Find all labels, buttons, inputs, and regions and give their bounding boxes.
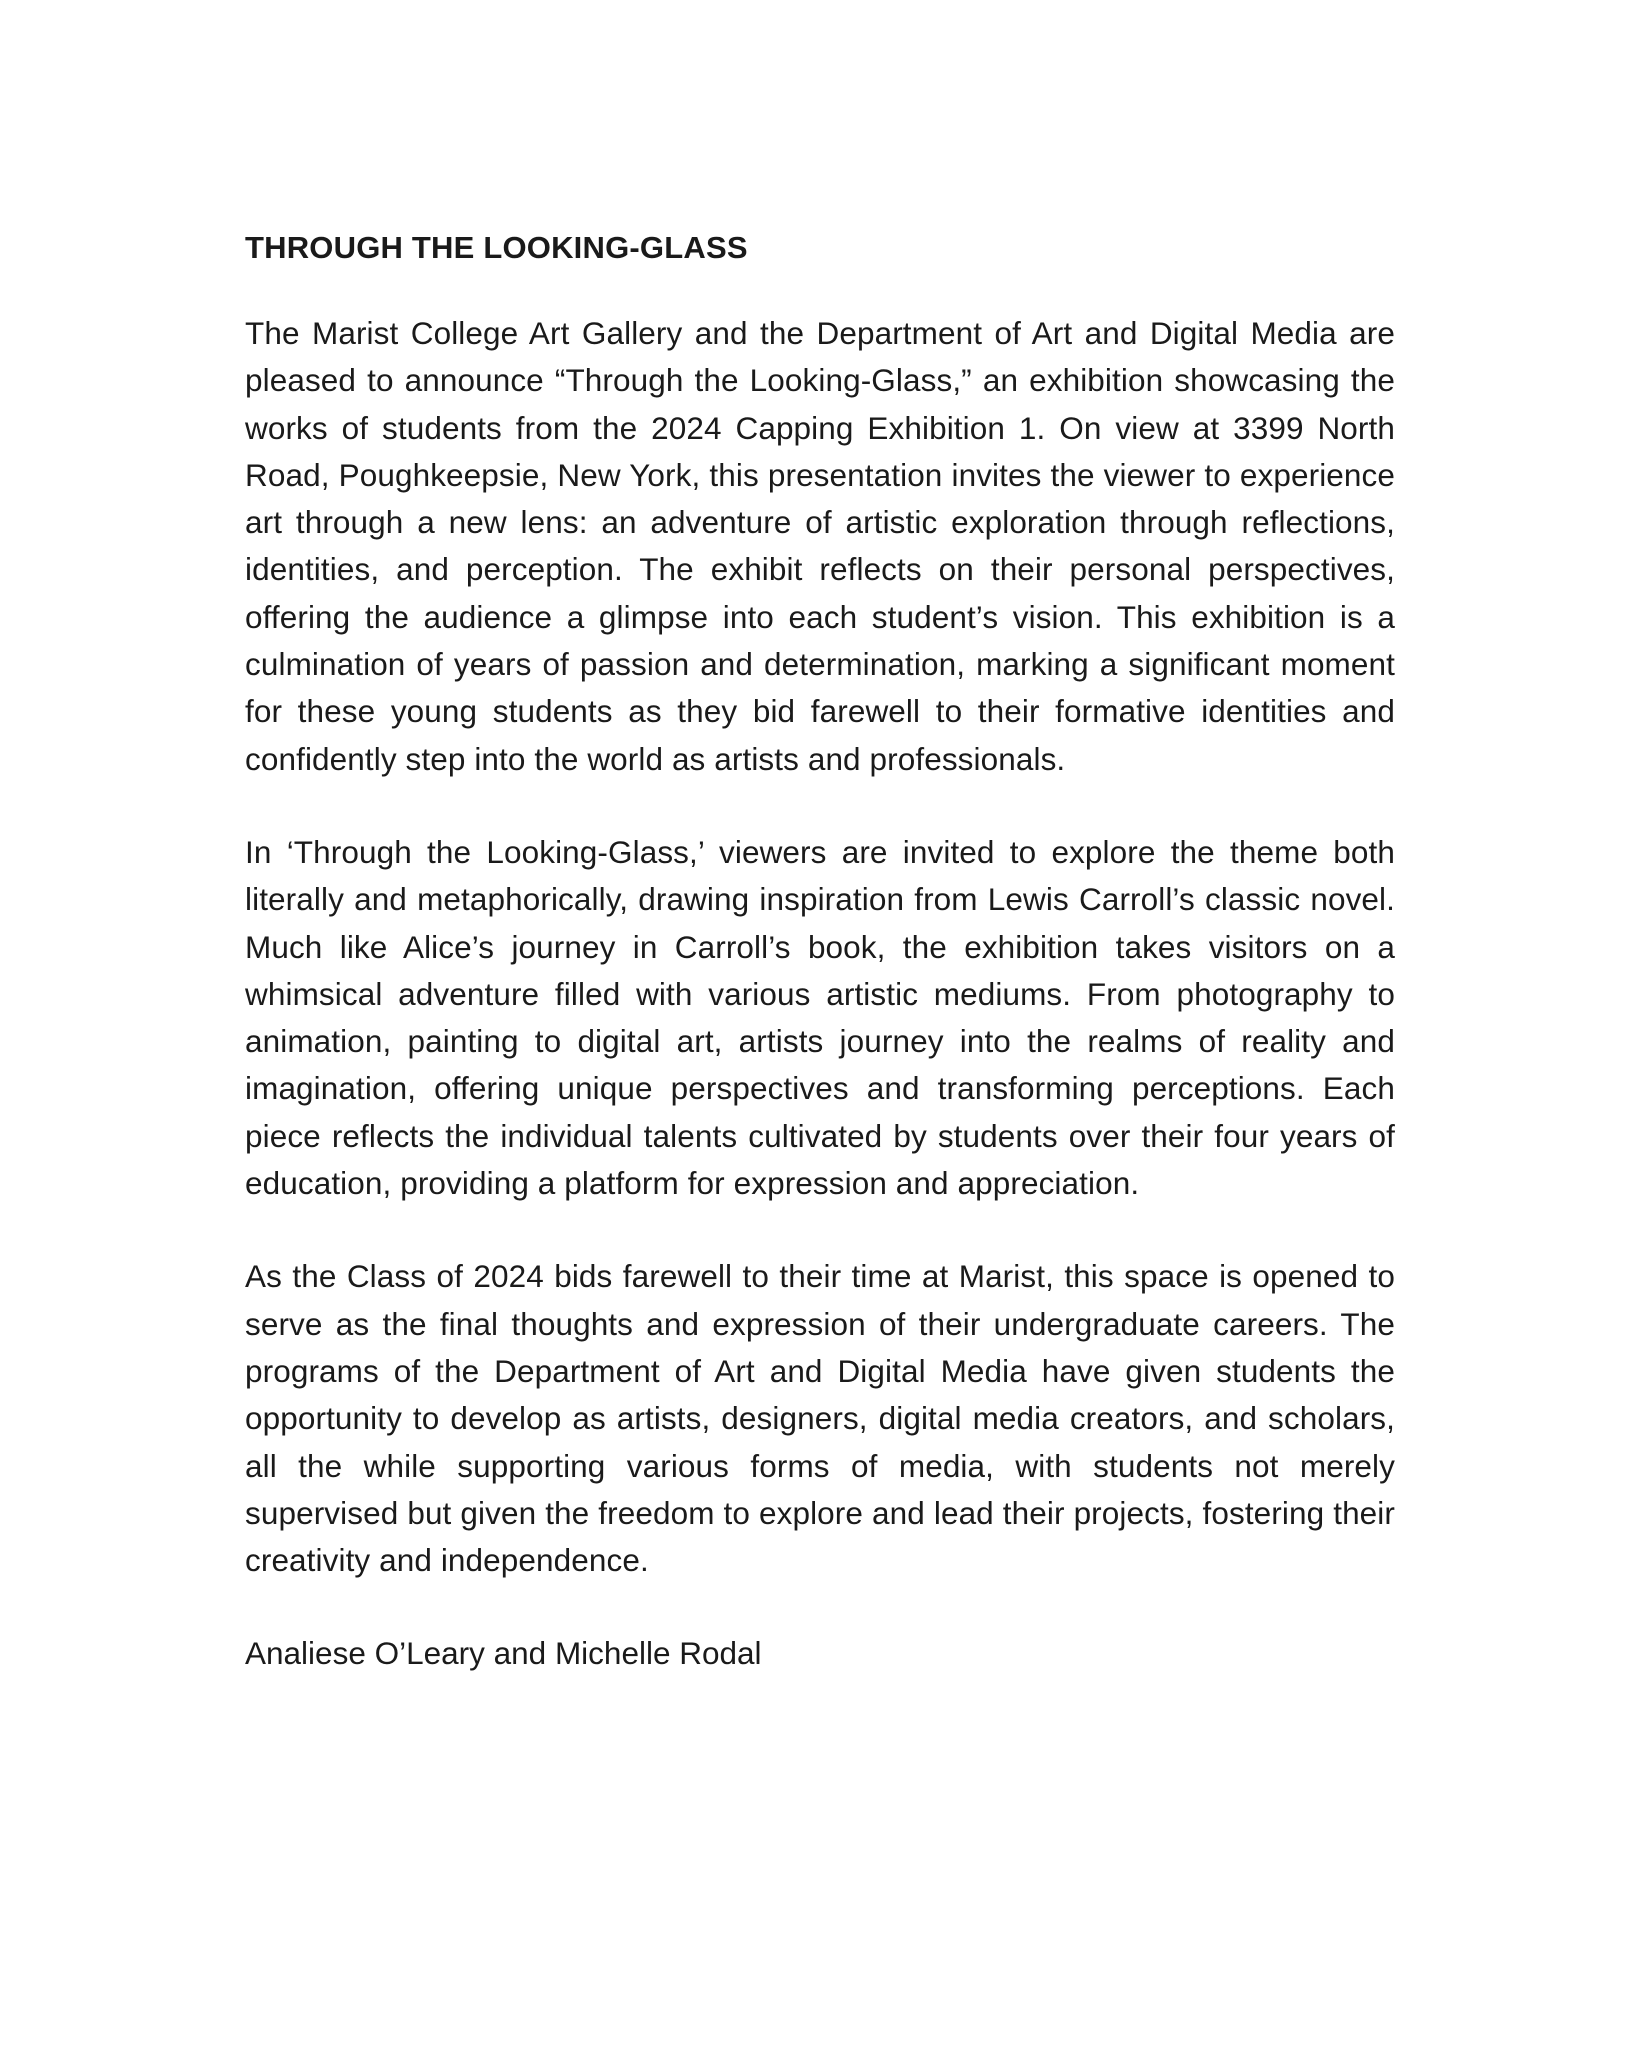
- paragraph-class-of-2024: As the Class of 2024 bids farewell to their time at Marist, this space is opened to serve as the final thoughts and expression of their undergraduate careers. The programs of the Department of Art and Digital Media have given students the opportunity to develop as artists, designers, digital media creators, and scholars, all the while supporting various forms of media, with students not merely supervised but given the freedom to explore and lead their projects, fostering their creativity and independence.: [245, 1258, 1395, 1579]
- document-body: [245, 228, 1395, 1678]
- paragraph-theme: In ‘Through the Looking-Glass,’ viewers are invited to explore the theme both literally and metaphorically, drawing inspiration from Lewis Carroll’s classic novel. Much like Alice’s journey in Carroll’s book, the exhibition takes visitors on a whimsical adventure filled with various artistic mediums. From photography to animation, painting to digital art, artists journey into the realms of reality and imagination, offering unique perspectives and transforming perceptions. Each piece reflects the individual talents cultivated by students over their four years of education, providing a platform for expression and appreciation.: [245, 833, 1395, 1202]
- document-title: THROUGH THE LOOKING-GLASS: [245, 230, 748, 265]
- author-signature: Analiese O’Leary and Michelle Rodal: [245, 1635, 762, 1672]
- paragraph-intro: The Marist College Art Gallery and the Department of Art and Digital Media are pleased to announce “Through the Looking-Glass,” an exhibition showcasing the works of students from the 2024 Capping Exhibition 1. On view at 3399 North Road, Poughkeepsie, New York, this presentation invites the viewer to experience art through a new lens: an adventure of artistic exploration through reflections, identities, and perception. The exhibit reflects on their personal perspectives, offering the audience a glimpse into each student’s vision. This exhibition is a culmination of years of passion and determination, marking a significant moment for these young students as they bid farewell to their formative identities and confidently step into the world as artists and professionals.: [245, 315, 1395, 777]
